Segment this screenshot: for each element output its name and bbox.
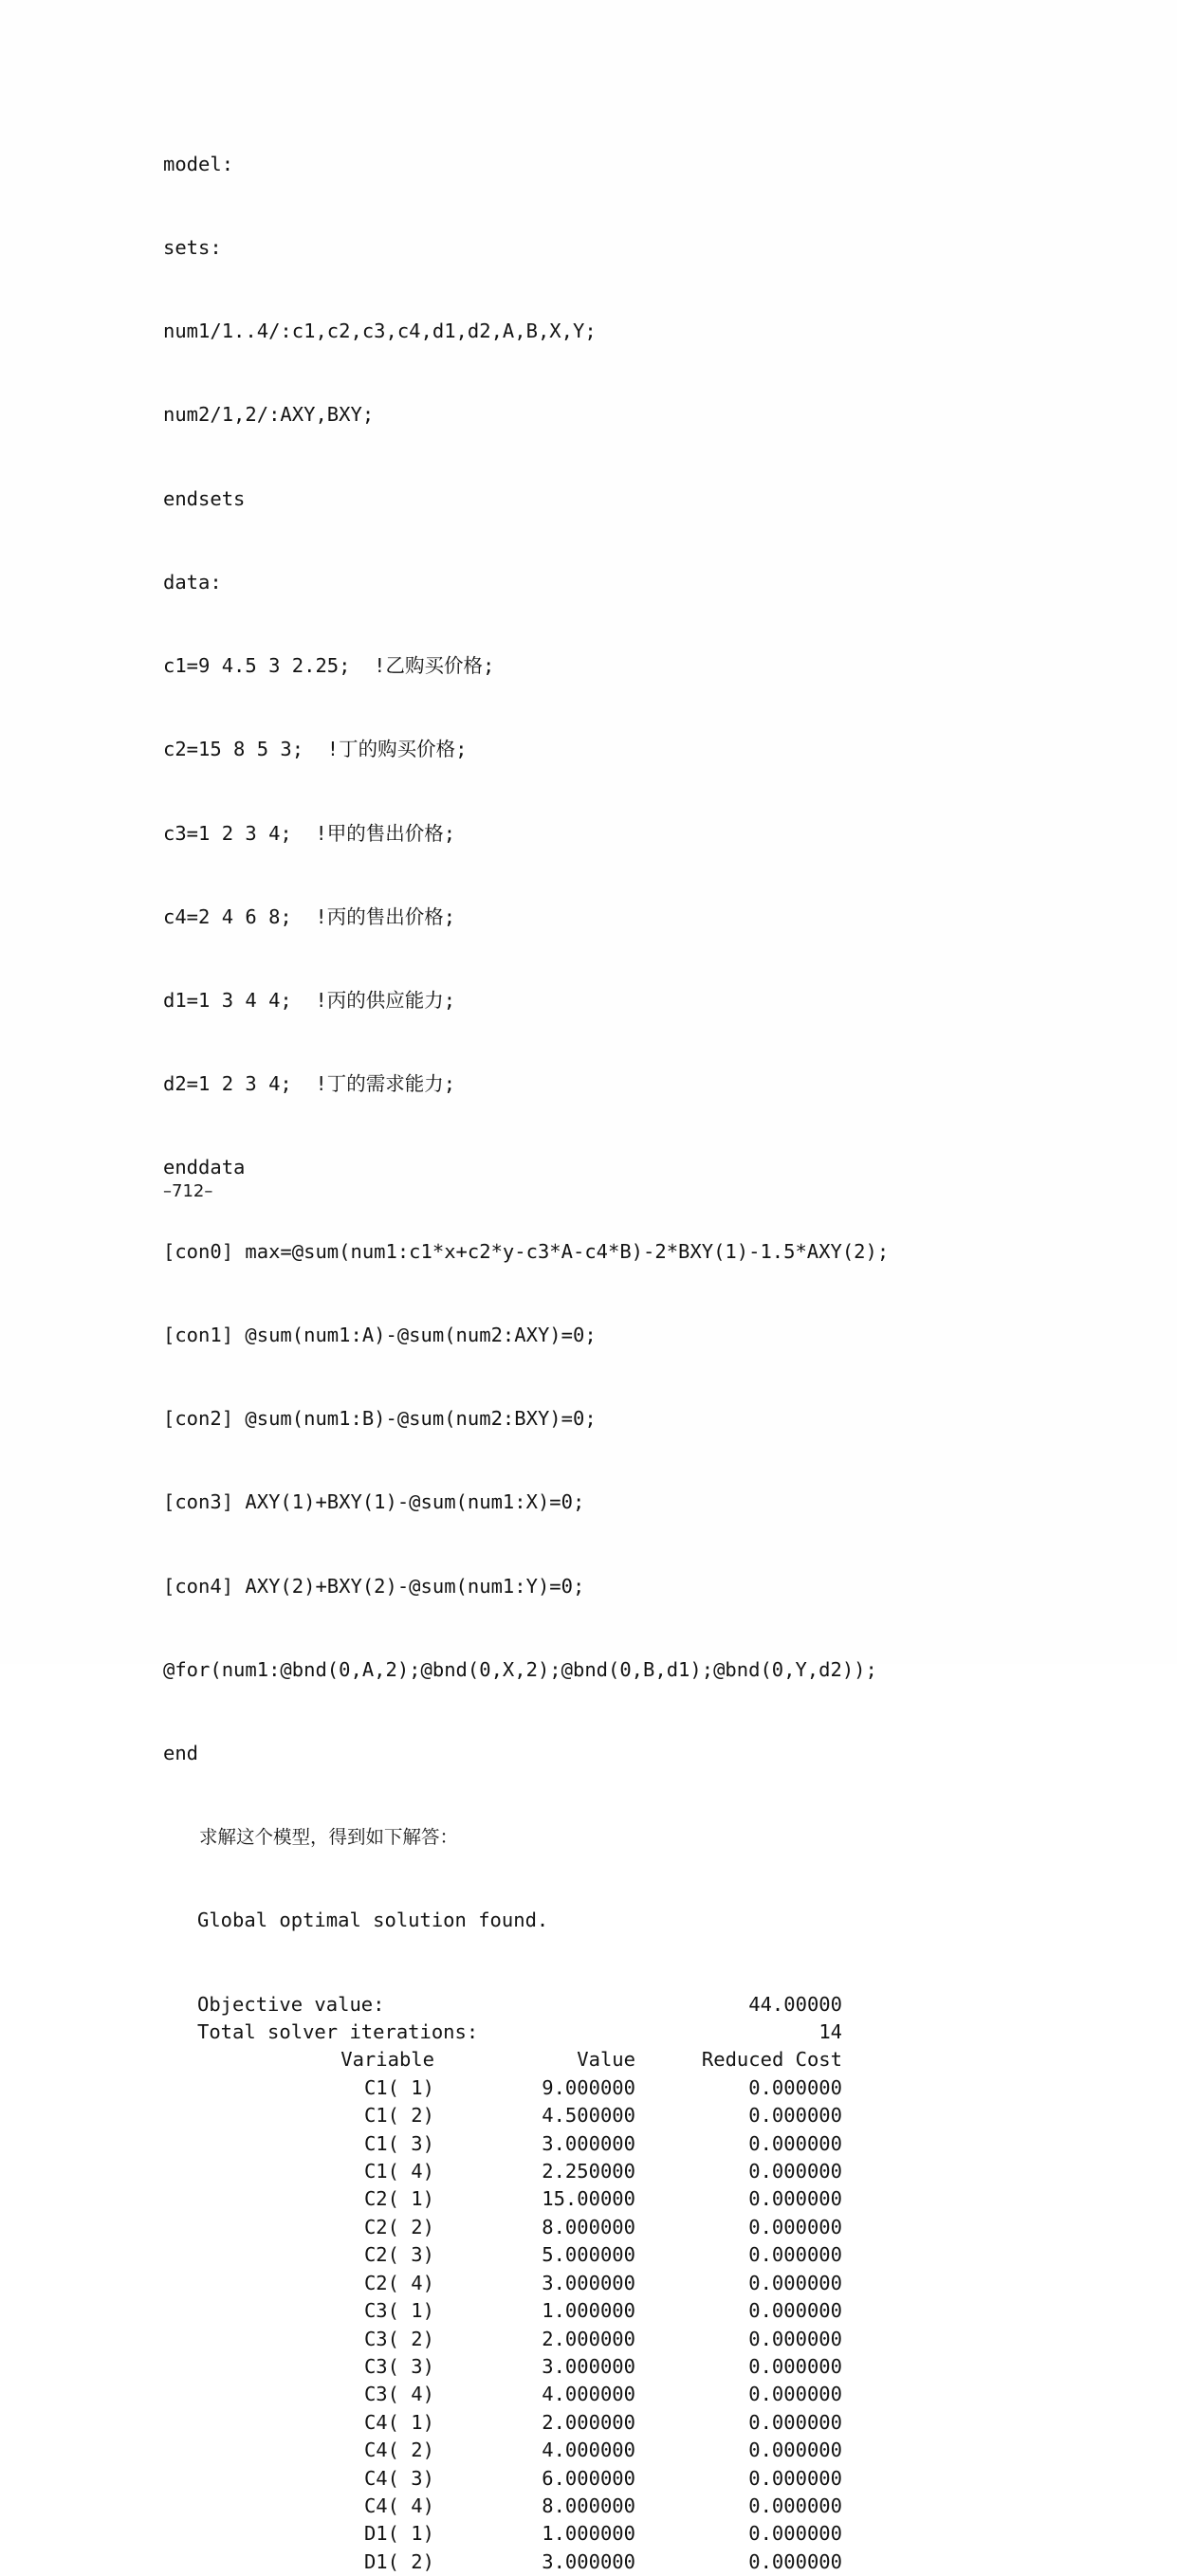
cell-value: 2.250000 (542, 2160, 635, 2183)
cell-value: 9.000000 (542, 2075, 635, 2099)
cell-value: 15.00000 (542, 2187, 635, 2211)
code-line-end: end (163, 1741, 199, 1764)
code-line-con4: [con4] AXY(2)+BXY(2)-@sum(num1:Y)=0; (163, 1574, 585, 1598)
table-row (197, 2074, 842, 2102)
cell-reduced-cost: 0.000000 (748, 2104, 842, 2128)
cell-reduced-cost: 0.000000 (748, 2271, 842, 2294)
cell-reduced-cost: 0.000000 (748, 2410, 842, 2434)
cell-value: 3.000000 (542, 2549, 635, 2573)
table-row (197, 2130, 842, 2158)
cell-value: 5.000000 (542, 2243, 635, 2267)
table-row (197, 2353, 842, 2381)
cell-variable: C1( 3) (363, 2131, 434, 2155)
variable-solution-table (197, 2046, 842, 2576)
cell-reduced-cost: 0.000000 (748, 2327, 842, 2350)
code-line-data-c3: c3=1 2 3 4; !甲的售出价格; (163, 821, 456, 845)
cell-variable: C3( 3) (363, 2354, 434, 2378)
cell-variable: C4( 1) (363, 2410, 434, 2434)
table-row (197, 2241, 842, 2269)
code-line: enddata (163, 1156, 246, 1179)
code-line: data: (163, 570, 222, 594)
cell-reduced-cost: 0.000000 (748, 2549, 842, 2573)
cell-variable: C3( 1) (363, 2299, 434, 2323)
cell-value: 3.000000 (542, 2271, 635, 2294)
cell-reduced-cost: 0.000000 (748, 2160, 842, 2183)
code-line-con0: [con0] max=@sum(num1:c1*x+c2*y-c3*A-c4*B)-2*BXY(1)-1.5*AXY(2); (163, 1239, 890, 1263)
code-line-con1: [con1] @sum(num1:A)-@sum(num2:AXY)=0; (163, 1323, 597, 1346)
table-row (197, 2326, 842, 2353)
cell-reduced-cost: 0.000000 (748, 2299, 842, 2323)
table-row (197, 2493, 842, 2520)
table-row (197, 2102, 842, 2129)
cell-reduced-cost: 0.000000 (748, 2439, 842, 2462)
cell-reduced-cost: 0.000000 (748, 2187, 842, 2211)
cell-variable: C4( 4) (363, 2494, 434, 2517)
cell-value: 3.000000 (542, 2131, 635, 2155)
cell-variable: C2( 2) (363, 2215, 434, 2238)
cell-value: 4.000000 (542, 2383, 635, 2406)
cell-value: 4.500000 (542, 2104, 635, 2128)
cell-variable: C4( 2) (363, 2439, 434, 2462)
page-number: –712– (163, 1181, 213, 1201)
code-line-data-c4: c4=2 4 6 8; !丙的售出价格; (163, 904, 456, 928)
table-row (197, 2270, 842, 2297)
code-line-data-d1: d1=1 3 4 4; !丙的供应能力; (163, 989, 456, 1012)
cell-variable: C2( 4) (363, 2271, 434, 2294)
cell-value: 8.000000 (542, 2494, 635, 2517)
code-line: num1/1..4/:c1,c2,c3,c4,d1,d2,A,B,X,Y; (163, 320, 597, 343)
table-row (197, 2158, 842, 2185)
cell-value: 2.000000 (542, 2327, 635, 2350)
column-header-value: Value (577, 2048, 635, 2072)
narrative-text: 求解这个模型，得到如下解答： (199, 1826, 459, 1849)
code-line-for-bounds: @for(num1:@bnd(0,A,2);@bnd(0,X,2);@bnd(0,B,d1);@bnd(0,Y,d2)); (163, 1657, 877, 1681)
table-row (197, 2297, 842, 2325)
cell-reduced-cost: 0.000000 (748, 2383, 842, 2406)
objective-label: Objective value: (197, 1992, 385, 2016)
cell-variable: C1( 1) (363, 2075, 434, 2099)
cell-reduced-cost: 0.000000 (748, 2131, 842, 2155)
column-header-reduced-cost: Reduced Cost (701, 2048, 842, 2072)
table-row (197, 2409, 842, 2437)
cell-reduced-cost: 0.000000 (748, 2354, 842, 2378)
solver-status-line: Global optimal solution found. (197, 1909, 549, 1932)
table-row (197, 2214, 842, 2241)
iterations-row (197, 2019, 842, 2046)
objective-row (197, 1991, 842, 2019)
solver-summary (197, 1852, 1074, 1991)
cell-variable: C2( 1) (363, 2187, 434, 2211)
table-header-row (197, 2046, 842, 2074)
column-header-variable: Variable (340, 2048, 434, 2072)
cell-variable: C3( 4) (363, 2383, 434, 2406)
cell-value: 8.000000 (542, 2215, 635, 2238)
page-content (163, 95, 1074, 2576)
variable-table-body (197, 2074, 842, 2576)
cell-reduced-cost: 0.000000 (748, 2494, 842, 2517)
cell-variable: D1( 2) (363, 2549, 434, 2573)
cell-reduced-cost: 0.000000 (748, 2243, 842, 2267)
code-line: model: (163, 152, 234, 175)
lingo-model-listing (163, 95, 1074, 1823)
code-line: endsets (163, 486, 246, 510)
cell-variable: C1( 2) (363, 2104, 434, 2128)
table-row (197, 2381, 842, 2408)
cell-variable: D1( 1) (363, 2522, 434, 2546)
table-row (197, 2465, 842, 2493)
cell-reduced-cost: 0.000000 (748, 2522, 842, 2546)
cell-value: 2.000000 (542, 2410, 635, 2434)
code-line-data-c2: c2=15 8 5 3; !丁的购买价格; (163, 738, 468, 761)
cell-value: 4.000000 (542, 2439, 635, 2462)
code-line-data-d2: d2=1 2 3 4; !丁的需求能力; (163, 1072, 456, 1096)
table-row (197, 2185, 842, 2213)
table-row (197, 2549, 842, 2576)
solver-summary-table (197, 1991, 842, 2047)
cell-variable: C4( 3) (363, 2466, 434, 2490)
code-line-con3: [con3] AXY(1)+BXY(1)-@sum(num1:X)=0; (163, 1490, 585, 1514)
cell-value: 3.000000 (542, 2354, 635, 2378)
table-row (197, 2520, 842, 2548)
code-line-con2: [con2] @sum(num1:B)-@sum(num2:BXY)=0; (163, 1407, 597, 1431)
code-line: num2/1,2/:AXY,BXY; (163, 403, 375, 427)
cell-value: 1.000000 (542, 2299, 635, 2323)
code-line-data-c1: c1=9 4.5 3 2.25; !乙购买价格; (163, 654, 495, 678)
code-line: sets: (163, 236, 222, 260)
cell-reduced-cost: 0.000000 (748, 2215, 842, 2238)
cell-reduced-cost: 0.000000 (748, 2075, 842, 2099)
iterations-label: Total solver iterations: (197, 2020, 479, 2044)
iterations-value: 14 (818, 2020, 842, 2044)
cell-variable: C3( 2) (363, 2327, 434, 2350)
objective-value: 44.00000 (748, 1992, 842, 2016)
cell-reduced-cost: 0.000000 (748, 2466, 842, 2490)
cell-value: 6.000000 (542, 2466, 635, 2490)
table-row (197, 2437, 842, 2464)
cell-variable: C2( 3) (363, 2243, 434, 2267)
cell-value: 1.000000 (542, 2522, 635, 2546)
cell-variable: C1( 4) (363, 2160, 434, 2183)
